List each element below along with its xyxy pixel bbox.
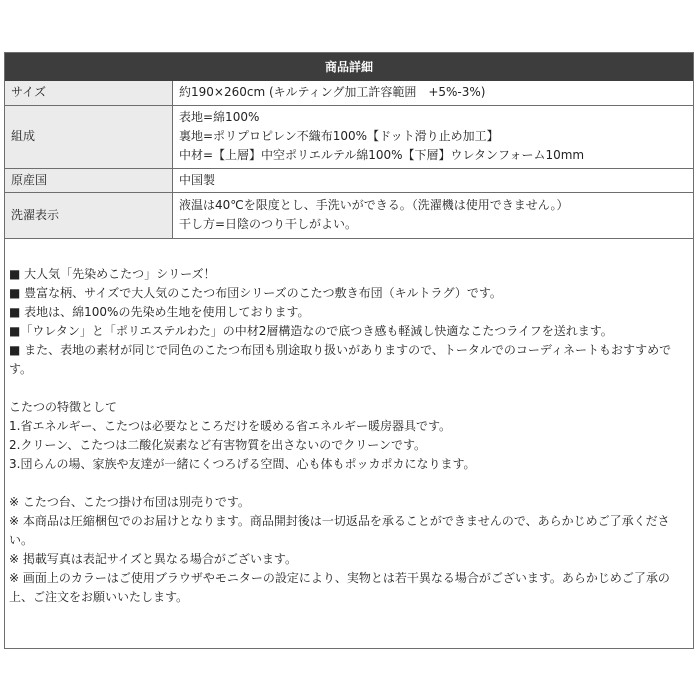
note-line: ※ 本商品は圧縮梱包でのお届けとなります。商品開封後は一切返品を承ることができませんので、あらかじめご了承ください。	[9, 513, 670, 547]
composition-filling: 中材=【上層】中空ポリエルテル綿100%【下層】ウレタンフォーム10mm	[179, 148, 585, 162]
spec-row-origin	[5, 168, 693, 192]
feature-line: ■ また、表地の素材が同じで同色のこたつ布団も別途取り扱いがありますので、トータルでのコーディネートもおすすめです。	[9, 342, 672, 376]
spec-row-composition	[5, 105, 693, 168]
kotatsu-item: 3.団らんの場、家族や友達が一緒にくつろげる空間、心も体もポッカポカになります。	[9, 456, 476, 471]
spec-value-composition	[173, 105, 694, 168]
feature-line: ■ 豊富な柄、サイズで大人気のこたつ布団シリーズのこたつ敷き布団（キルトラグ）です。	[9, 285, 502, 300]
washing-line-2: 干し方=日陰のつり干しがよい。	[179, 217, 358, 231]
spec-value-origin	[173, 168, 694, 192]
spec-value-size	[173, 81, 694, 105]
note-line: ※ こたつ台、こたつ掛け布団は別売りです。	[9, 494, 250, 509]
note-line: ※ 掲載写真は表記サイズと異なる場合がございます。	[9, 551, 297, 566]
washing-line-1: 液温は40℃を限度とし、手洗いができる。（洗濯機は使用できません。）	[179, 198, 569, 212]
composition-outer: 表地=綿100%	[179, 110, 260, 124]
kotatsu-heading: こたつの特徴として	[9, 399, 118, 414]
spec-label-origin: 原産国	[5, 168, 173, 192]
origin-value: 中国製	[179, 172, 216, 187]
feature-line: ■ 表地は、綿100%の先染め生地を使用しております。	[9, 304, 310, 319]
spec-label-composition: 組成	[5, 105, 173, 168]
product-details-panel	[4, 52, 694, 649]
feature-line: ■ 大人気「先染めこたつ」シリーズ！	[9, 266, 216, 281]
spec-row-washing	[5, 192, 693, 238]
size-value: 約190×260cm (キルティング加工許容範囲 +5%-3%)	[179, 85, 486, 100]
spec-value-washing	[173, 192, 694, 238]
spec-row-size	[5, 81, 693, 105]
spec-table	[5, 81, 693, 239]
kotatsu-item: 1.省エネルギー、こたつは必要なところだけを暖める省エネルギー暖房器具です。	[9, 418, 452, 433]
kotatsu-item: 2.クリーン、こたつは二酸化炭素など有害物質を出さないのでクリーンです。	[9, 437, 427, 452]
description-body	[5, 239, 693, 607]
composition-back: 裏地=ポリプロピレン不織布100%【ドット滑り止め加工】	[179, 129, 499, 143]
spec-label-washing: 洗濯表示	[5, 192, 173, 238]
details-header: 商品詳細	[5, 53, 693, 81]
note-line: ※ 画面上のカラーはご使用ブラウザやモニターの設定により、実物とは若干異なる場合がございます。あらかじめご了承の上、ご注文をお願いいたします。	[9, 570, 670, 604]
feature-line: ■「ウレタン」と「ポリエステルわた」の中材2層構造なので底つき感も軽減し快適なこたつライフを送れます。	[9, 323, 613, 338]
spec-label-size: サイズ	[5, 81, 173, 105]
